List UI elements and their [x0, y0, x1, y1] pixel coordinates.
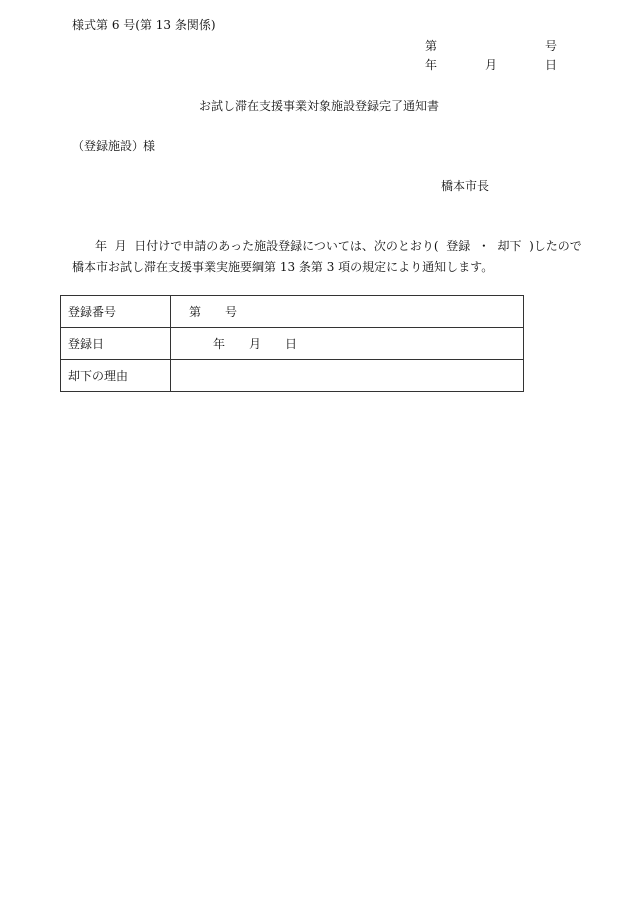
registration-table [60, 295, 524, 392]
row-label: 登録日 [61, 328, 171, 360]
row-value: 年 月 日 [171, 328, 524, 360]
row-value [171, 360, 524, 392]
addressee-name: （登録施設） [72, 139, 145, 153]
date-year: 年 [425, 58, 438, 72]
row-value: 第 号 [171, 296, 524, 328]
body-line-1: 年 月 日付けで申請のあった施設登録については、次のとおり( 登録 ・ 却下 )したので [95, 239, 582, 253]
form-number: 様式第 6 号(第 13 条関係) [72, 18, 216, 32]
document-title: お試し滞在支援事業対象施設登録完了通知書 [199, 99, 440, 113]
addressee-honorific: 様 [143, 139, 156, 153]
table-row [61, 328, 524, 360]
date-month: 月 [485, 58, 498, 72]
row-label: 却下の理由 [61, 360, 171, 392]
doc-number-prefix: 第 [425, 39, 438, 53]
date-day: 日 [545, 58, 558, 72]
body-line-2: 橋本市お試し滞在支援事業実施要綱第 13 条第 3 項の規定により通知します。 [72, 260, 494, 274]
sender: 橋本市長 [441, 179, 490, 193]
table-row [61, 360, 524, 392]
table-row [61, 296, 524, 328]
row-label: 登録番号 [61, 296, 171, 328]
doc-number-suffix: 号 [545, 39, 558, 53]
